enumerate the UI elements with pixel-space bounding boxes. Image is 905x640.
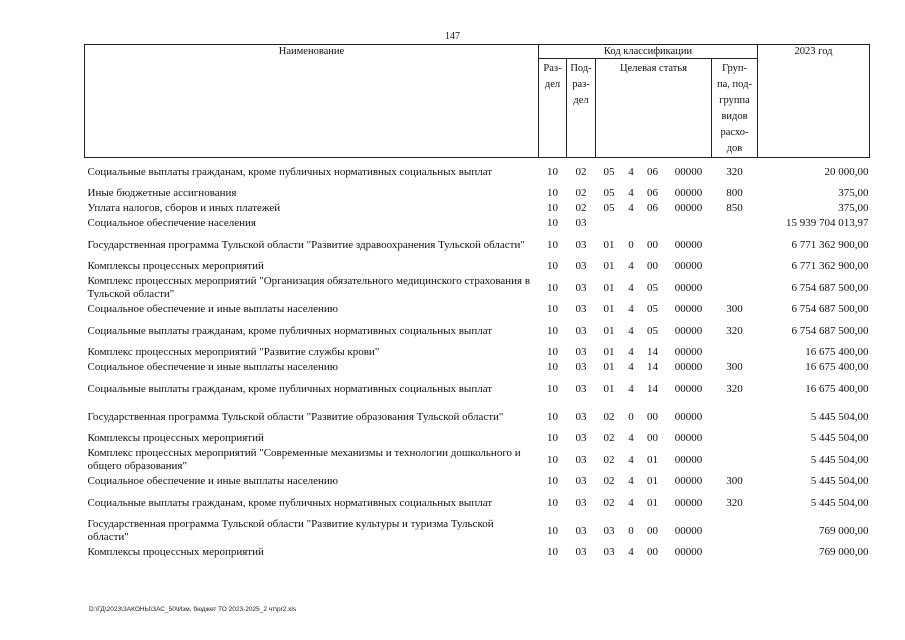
row-target-type: 4: [628, 432, 634, 444]
row-target-program: 01: [603, 346, 615, 358]
row-razdel: 10: [547, 496, 558, 509]
header-name: Наименование: [85, 45, 539, 158]
row-expense-group: [712, 259, 758, 274]
row-target-type: 4: [628, 475, 634, 487]
row-expense-group: 320: [726, 496, 743, 509]
row-target-type: 4: [628, 546, 634, 558]
row-target-code: 00000: [674, 475, 703, 487]
row-razdel: 10: [547, 303, 558, 315]
row-name: Комплексы процессных мероприятий: [87, 432, 264, 444]
row-razdel: 10: [547, 475, 558, 487]
row-expense-group: [712, 431, 758, 446]
row-target-program: 01: [603, 361, 615, 373]
row-podrazdel: 03: [575, 260, 587, 272]
row-name: Социальное обеспечение и иные выплаты населению: [87, 303, 339, 315]
row-target-code: 00000: [674, 202, 703, 214]
row-razdel: 10: [547, 202, 558, 214]
row-target-program: 05: [603, 165, 615, 178]
row-target-direction: [640, 216, 666, 231]
footer-file-path: D:\ГД\2023\ЗАКОНЫ\ЗАС_50\Изм. бюджет ТО 2023-2025_2 чт\pr2.xls: [89, 606, 297, 613]
table-row: [85, 186, 870, 201]
row-target-code: 00000: [674, 187, 703, 199]
row-target-type: 4: [628, 496, 634, 509]
row-amount: 5 445 504,00: [810, 410, 869, 423]
row-target-direction: 00: [647, 260, 658, 272]
table-row: [85, 317, 870, 345]
row-target-code: 00000: [674, 496, 703, 509]
row-target-code: 00000: [674, 303, 703, 315]
table-row: [85, 489, 870, 517]
row-name: Социальные выплаты гражданам, кроме публичных нормативных социальных выплат: [87, 496, 493, 509]
row-name: Уплата налогов, сборов и иных платежей: [87, 202, 281, 214]
row-target-type: 4: [628, 324, 634, 337]
table-row: [85, 274, 870, 302]
row-name: Комплекс процессных мероприятий "Современные механизмы и технологии дошкольного и общего образования": [87, 447, 521, 472]
row-target-type: 0: [628, 238, 634, 251]
row-amount: 375,00: [838, 187, 869, 199]
row-target-direction: 05: [647, 281, 658, 294]
table-row: [85, 302, 870, 317]
row-target-code: 00000: [674, 432, 703, 444]
row-expense-group: [712, 231, 758, 259]
row-amount: 6 771 362 900,00: [791, 260, 869, 272]
row-target-type: 4: [628, 165, 634, 178]
table-body: [85, 158, 870, 561]
row-target-program: 01: [603, 238, 615, 251]
row-expense-group: 320: [726, 382, 743, 395]
row-name: Комплекс процессных мероприятий "Организация обязательного медицинского страхования в Тульской области": [87, 275, 531, 300]
header-target: Целевая статья: [596, 59, 712, 158]
header-year: 2023 год: [758, 45, 870, 158]
row-amount: 5 445 504,00: [810, 496, 869, 509]
row-expense-group: [712, 446, 758, 474]
row-target-direction: 14: [647, 382, 658, 395]
row-target-program: 01: [603, 382, 615, 395]
row-razdel: 10: [547, 382, 558, 395]
row-name: Комплексы процессных мероприятий: [87, 260, 264, 272]
row-razdel: 10: [547, 238, 558, 251]
row-target-program: [596, 216, 623, 231]
row-expense-group: [712, 403, 758, 431]
row-name: Комплексы процессных мероприятий: [87, 546, 264, 558]
row-target-code: [666, 216, 712, 231]
row-name: Иные бюджетные ассигнования: [87, 187, 237, 199]
row-podrazdel: 03: [575, 432, 587, 444]
table-row: [85, 360, 870, 375]
table-row: [85, 259, 870, 274]
row-name: Государственная программа Тульской области "Развитие образования Тульской области": [87, 410, 504, 423]
row-target-code: 00000: [674, 410, 703, 423]
row-razdel: 10: [547, 432, 558, 444]
budget-table: [84, 44, 870, 560]
row-podrazdel: 03: [575, 410, 587, 423]
header-classification: Код классификации: [539, 45, 758, 59]
row-target-code: 00000: [674, 281, 703, 294]
row-podrazdel: 03: [575, 475, 587, 487]
table-row: [85, 403, 870, 431]
row-name: Социальное обеспечение населения: [87, 217, 256, 229]
row-podrazdel: 02: [575, 165, 587, 178]
row-expense-group: 320: [726, 324, 743, 337]
row-expense-group: [712, 216, 758, 231]
row-target-type: 4: [628, 202, 634, 214]
row-podrazdel: 03: [575, 496, 587, 509]
row-target-code: 00000: [674, 324, 703, 337]
row-podrazdel: 03: [575, 238, 587, 251]
row-target-direction: 00: [647, 432, 658, 444]
row-target-program: 02: [603, 475, 615, 487]
row-target-direction: 14: [647, 361, 658, 373]
row-target-direction: 01: [647, 453, 658, 466]
row-razdel: 10: [547, 260, 558, 272]
row-amount: 15 939 704 013,97: [786, 217, 869, 229]
row-target-type: 4: [628, 361, 634, 373]
row-podrazdel: 03: [575, 361, 587, 373]
row-target-type: 4: [628, 281, 634, 294]
row-target-program: 02: [603, 432, 615, 444]
row-target-program: 01: [603, 324, 615, 337]
row-target-program: 02: [603, 453, 615, 466]
row-name: Социальное обеспечение и иные выплаты населению: [87, 361, 339, 373]
row-target-code: 00000: [674, 453, 703, 466]
table-row: [85, 216, 870, 231]
row-target-code: 00000: [674, 260, 703, 272]
table-header: [85, 45, 870, 158]
row-podrazdel: 03: [575, 281, 587, 294]
row-podrazdel: 02: [575, 187, 587, 199]
table-row: [85, 345, 870, 360]
row-target-type: 4: [628, 260, 634, 272]
row-expense-group: [712, 345, 758, 360]
row-amount: 16 675 400,00: [805, 382, 869, 395]
row-expense-group: [712, 545, 758, 560]
row-target-code: 00000: [674, 524, 703, 537]
row-target-program: 03: [603, 546, 615, 558]
row-name: Государственная программа Тульской области "Развитие культуры и туризма Тульской области": [87, 518, 494, 543]
row-amount: 5 445 504,00: [810, 432, 869, 444]
row-razdel: 10: [547, 361, 558, 373]
row-target-program: 05: [603, 187, 615, 199]
row-target-direction: 00: [647, 238, 658, 251]
row-target-direction: 06: [647, 202, 658, 214]
row-amount: 6 754 687 500,00: [791, 324, 869, 337]
row-target-program: 01: [603, 260, 615, 272]
header-razdel: Раз- дел: [539, 59, 567, 158]
row-razdel: 10: [547, 453, 558, 466]
row-expense-group: [712, 517, 758, 545]
row-target-program: 01: [603, 281, 615, 294]
row-target-type: 4: [628, 303, 634, 315]
row-podrazdel: 03: [575, 453, 587, 466]
row-expense-group: [712, 274, 758, 302]
row-expense-group: 300: [726, 475, 743, 487]
row-amount: 5 445 504,00: [810, 453, 869, 466]
row-target-direction: 14: [647, 346, 658, 358]
row-name: Государственная программа Тульской области "Развитие здравоохранения Тульской области": [87, 238, 525, 251]
row-razdel: 10: [547, 324, 558, 337]
row-target-type: 4: [628, 187, 634, 199]
row-target-program: 01: [603, 303, 615, 315]
row-expense-group: 800: [726, 187, 743, 199]
row-target-code: 00000: [674, 361, 703, 373]
row-target-type: 4: [628, 382, 634, 395]
row-target-program: 02: [603, 496, 615, 509]
row-target-program: 02: [603, 410, 615, 423]
row-razdel: 10: [547, 281, 558, 294]
row-name: Социальные выплаты гражданам, кроме публичных нормативных социальных выплат: [87, 382, 493, 395]
table-row: [85, 158, 870, 187]
row-podrazdel: 03: [575, 382, 587, 395]
header-group: Груп- па, под- группа видов расхо- дов: [712, 59, 758, 158]
row-amount: 6 771 362 900,00: [791, 238, 869, 251]
row-target-code: 00000: [674, 238, 703, 251]
row-amount: 20 000,00: [824, 165, 869, 178]
row-amount: 5 445 504,00: [810, 475, 869, 487]
table-row: [85, 375, 870, 403]
row-amount: 769 000,00: [819, 524, 869, 537]
row-target-code: 00000: [674, 546, 703, 558]
row-razdel: 10: [547, 165, 558, 178]
row-razdel: 10: [547, 546, 558, 558]
row-target-direction: 00: [647, 524, 658, 537]
row-target-direction: 05: [647, 324, 658, 337]
row-amount: 16 675 400,00: [805, 361, 869, 373]
row-razdel: 10: [547, 187, 558, 199]
table-row: [85, 545, 870, 560]
row-target-direction: 06: [647, 165, 658, 178]
row-target-direction: 00: [647, 546, 658, 558]
row-target-program: 05: [603, 202, 615, 214]
row-amount: 769 000,00: [819, 546, 869, 558]
row-amount: 375,00: [838, 202, 869, 214]
row-razdel: 10: [547, 524, 558, 537]
row-podrazdel: 03: [575, 303, 587, 315]
row-name: Социальное обеспечение и иные выплаты населению: [87, 475, 339, 487]
row-podrazdel: 03: [575, 524, 587, 537]
row-razdel: 10: [547, 410, 558, 423]
table-row: [85, 231, 870, 259]
row-name: Социальные выплаты гражданам, кроме публичных нормативных социальных выплат: [87, 324, 493, 337]
row-podrazdel: 02: [575, 202, 587, 214]
row-podrazdel: 03: [575, 324, 587, 337]
row-expense-group: 320: [726, 165, 743, 178]
row-target-direction: 06: [647, 187, 658, 199]
row-target-direction: 05: [647, 303, 658, 315]
table-row: [85, 517, 870, 545]
table-row: [85, 431, 870, 446]
row-target-type: 4: [628, 453, 634, 466]
row-razdel: 10: [547, 346, 558, 358]
row-expense-group: 850: [726, 202, 743, 214]
row-target-direction: 01: [647, 475, 658, 487]
row-expense-group: 300: [726, 361, 743, 373]
row-target-type: 0: [628, 524, 634, 537]
header-podrazdel: Под- раз- дел: [567, 59, 596, 158]
row-podrazdel: 03: [575, 346, 587, 358]
row-podrazdel: 03: [575, 546, 587, 558]
row-target-direction: 00: [647, 410, 658, 423]
table-row: [85, 201, 870, 216]
table-row: [85, 474, 870, 489]
row-name: Комплекс процессных мероприятий "Развитие службы крови": [87, 346, 380, 358]
row-target-code: 00000: [674, 165, 703, 178]
row-target-direction: 01: [647, 496, 658, 509]
row-target-code: 00000: [674, 382, 703, 395]
row-amount: 6 754 687 500,00: [791, 281, 869, 294]
row-target-type: 0: [628, 410, 634, 423]
row-name: Социальные выплаты гражданам, кроме публичных нормативных социальных выплат: [87, 165, 493, 178]
row-target-code: 00000: [674, 346, 703, 358]
row-amount: 6 754 687 500,00: [791, 303, 869, 315]
row-podrazdel: 03: [575, 217, 587, 229]
row-expense-group: 300: [726, 303, 743, 315]
row-amount: 16 675 400,00: [805, 346, 869, 358]
row-target-type: [623, 216, 640, 231]
page-number: 147: [445, 31, 460, 42]
table-row: [85, 446, 870, 474]
row-target-type: 4: [628, 346, 634, 358]
row-target-program: 03: [603, 524, 615, 537]
row-razdel: 10: [547, 217, 558, 229]
